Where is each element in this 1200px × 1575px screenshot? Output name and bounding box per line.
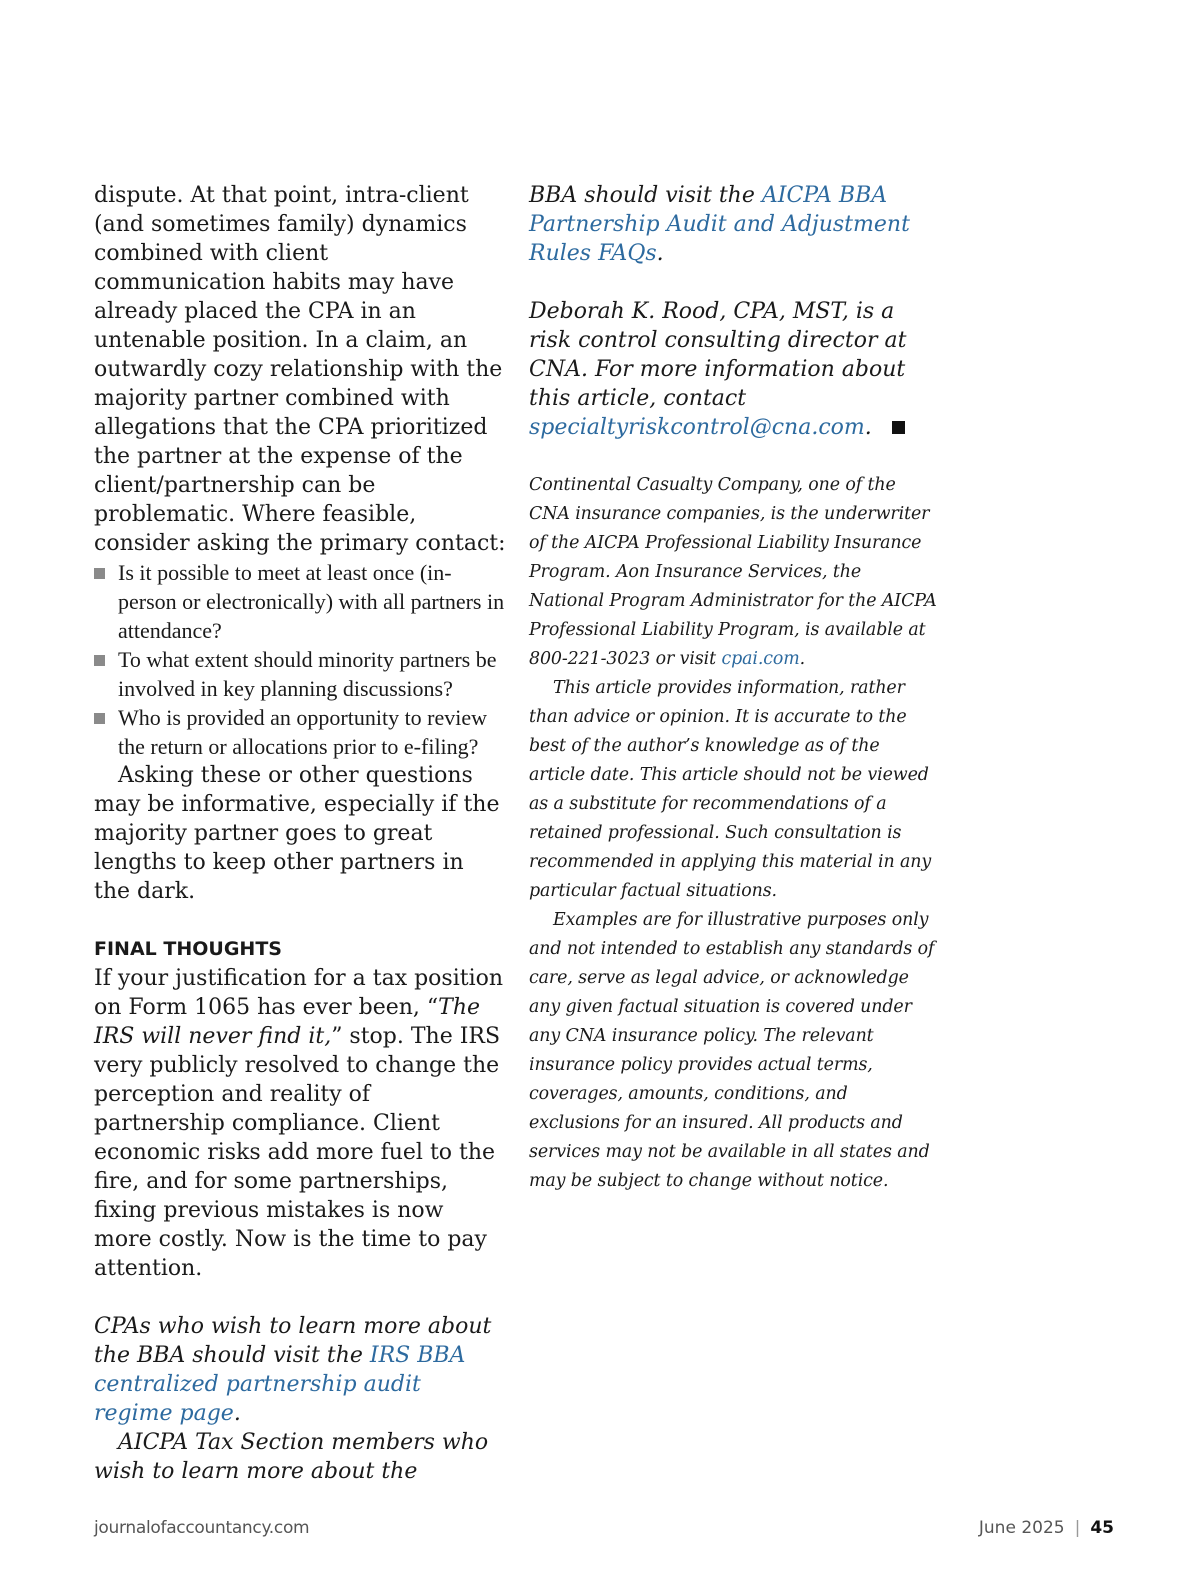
list-item: Is it possible to meet at least once (in-person or electronically) with all partners in attendance? [94,558,506,645]
footer-site: journalofaccountancy.com [94,1518,310,1538]
body-paragraph: dispute. At that point, intra-client (and sometimes family) dynamics combined with client communication habits may have already placed the CPA in an untenable position. In a claim, an outwardly cozy relationship with the majority partner combined with allegations that the CPA prioritized the partner at the expense of the client/partnership can be problematic. Where feasible, consider asking the primary contact: [94,183,506,556]
square-bullet-icon [94,568,105,579]
square-bullet-icon [94,655,105,666]
email-link[interactable]: specialtyriskcontrol@cna.com [529,415,865,440]
disclaimer-paragraph: Examples are for illustrative purposes only and not intended to establish any standards of care, serve as legal advice, or acknowledge any given factual situation is covered under any CNA insurance policy. The relevant insurance policy provides actual terms, coverages, amounts, conditions, and exclusions for an insured. All products and services may not be available in all states and may be subject to change without notice. [529,910,935,1191]
irs-bba-link[interactable]: IRS BBA centralized partnership audit regime page [94,1343,466,1426]
tax-section-note-cont: BBA should visit the AICPA BBA Partnership Audit and Adjustment Rules FAQs. [529,183,910,266]
end-of-article-icon [892,421,905,434]
cpai-link[interactable]: cpai.com [721,649,800,669]
left-column [94,181,506,1486]
right-column [529,181,941,1196]
tax-section-note: AICPA Tax Section members who wish to learn more about the [94,1430,489,1484]
question-list [94,558,506,761]
disclaimer-paragraph: Continental Casualty Company, one of the CNA insurance companies, is the underwriter of the AICPA Professional Liability Insurance Program. Aon Insurance Services, the National Program Administrator for the AICPA Professional Liability Program, is available at 800-221-3023 or visit cpai.com. [529,475,937,669]
page-number: 45 [1090,1518,1114,1538]
square-bullet-icon [94,713,105,724]
aicpa-bba-faq-link[interactable]: AICPA BBA Partnership Audit and Adjustment Rules FAQs [529,183,910,266]
disclaimer-paragraph: This article provides information, rather than advice or opinion. It is accurate to the best of the author’s knowledge as of the article date. This article should not be viewed as a substitute for recommendations of a retained professional. Such consultation is recommended in applying this material in any particular factual situations. [529,678,932,901]
list-item: To what extent should minority partners be involved in key planning discussions? [94,645,506,703]
list-item: Who is provided an opportunity to review the return or allocations prior to e-filing? [94,703,506,761]
author-bio: Deborah K. Rood, CPA, MST, is a risk control consulting director at CNA. For more information about this article, contact specialtyriskcontrol@cna.com. [529,299,907,440]
cpa-note: CPAs who wish to learn more about the BBA should visit the IRS BBA centralized partnership audit regime page. [94,1314,492,1426]
footer-page-info [979,1518,1114,1538]
footer-separator: | [1074,1518,1081,1538]
final-thoughts-paragraph: If your justification for a tax position on Form 1065 has ever been, “The IRS will never find it,” stop. The IRS very publicly resolved to change the perception and reality of partnership compliance. Client economic risks add more fuel to the fire, and for some partnerships, fixing previous mistakes is now more costly. Now is the time to pay attention. [94,966,504,1281]
footer-date: June 2025 [978,1518,1065,1538]
disclaimer [529,471,941,1196]
body-paragraph: Asking these or other questions may be informative, especially if the majority partner goes to great lengths to keep other partners in the dark. [94,763,500,904]
section-heading: FINAL THOUGHTS [94,938,282,960]
